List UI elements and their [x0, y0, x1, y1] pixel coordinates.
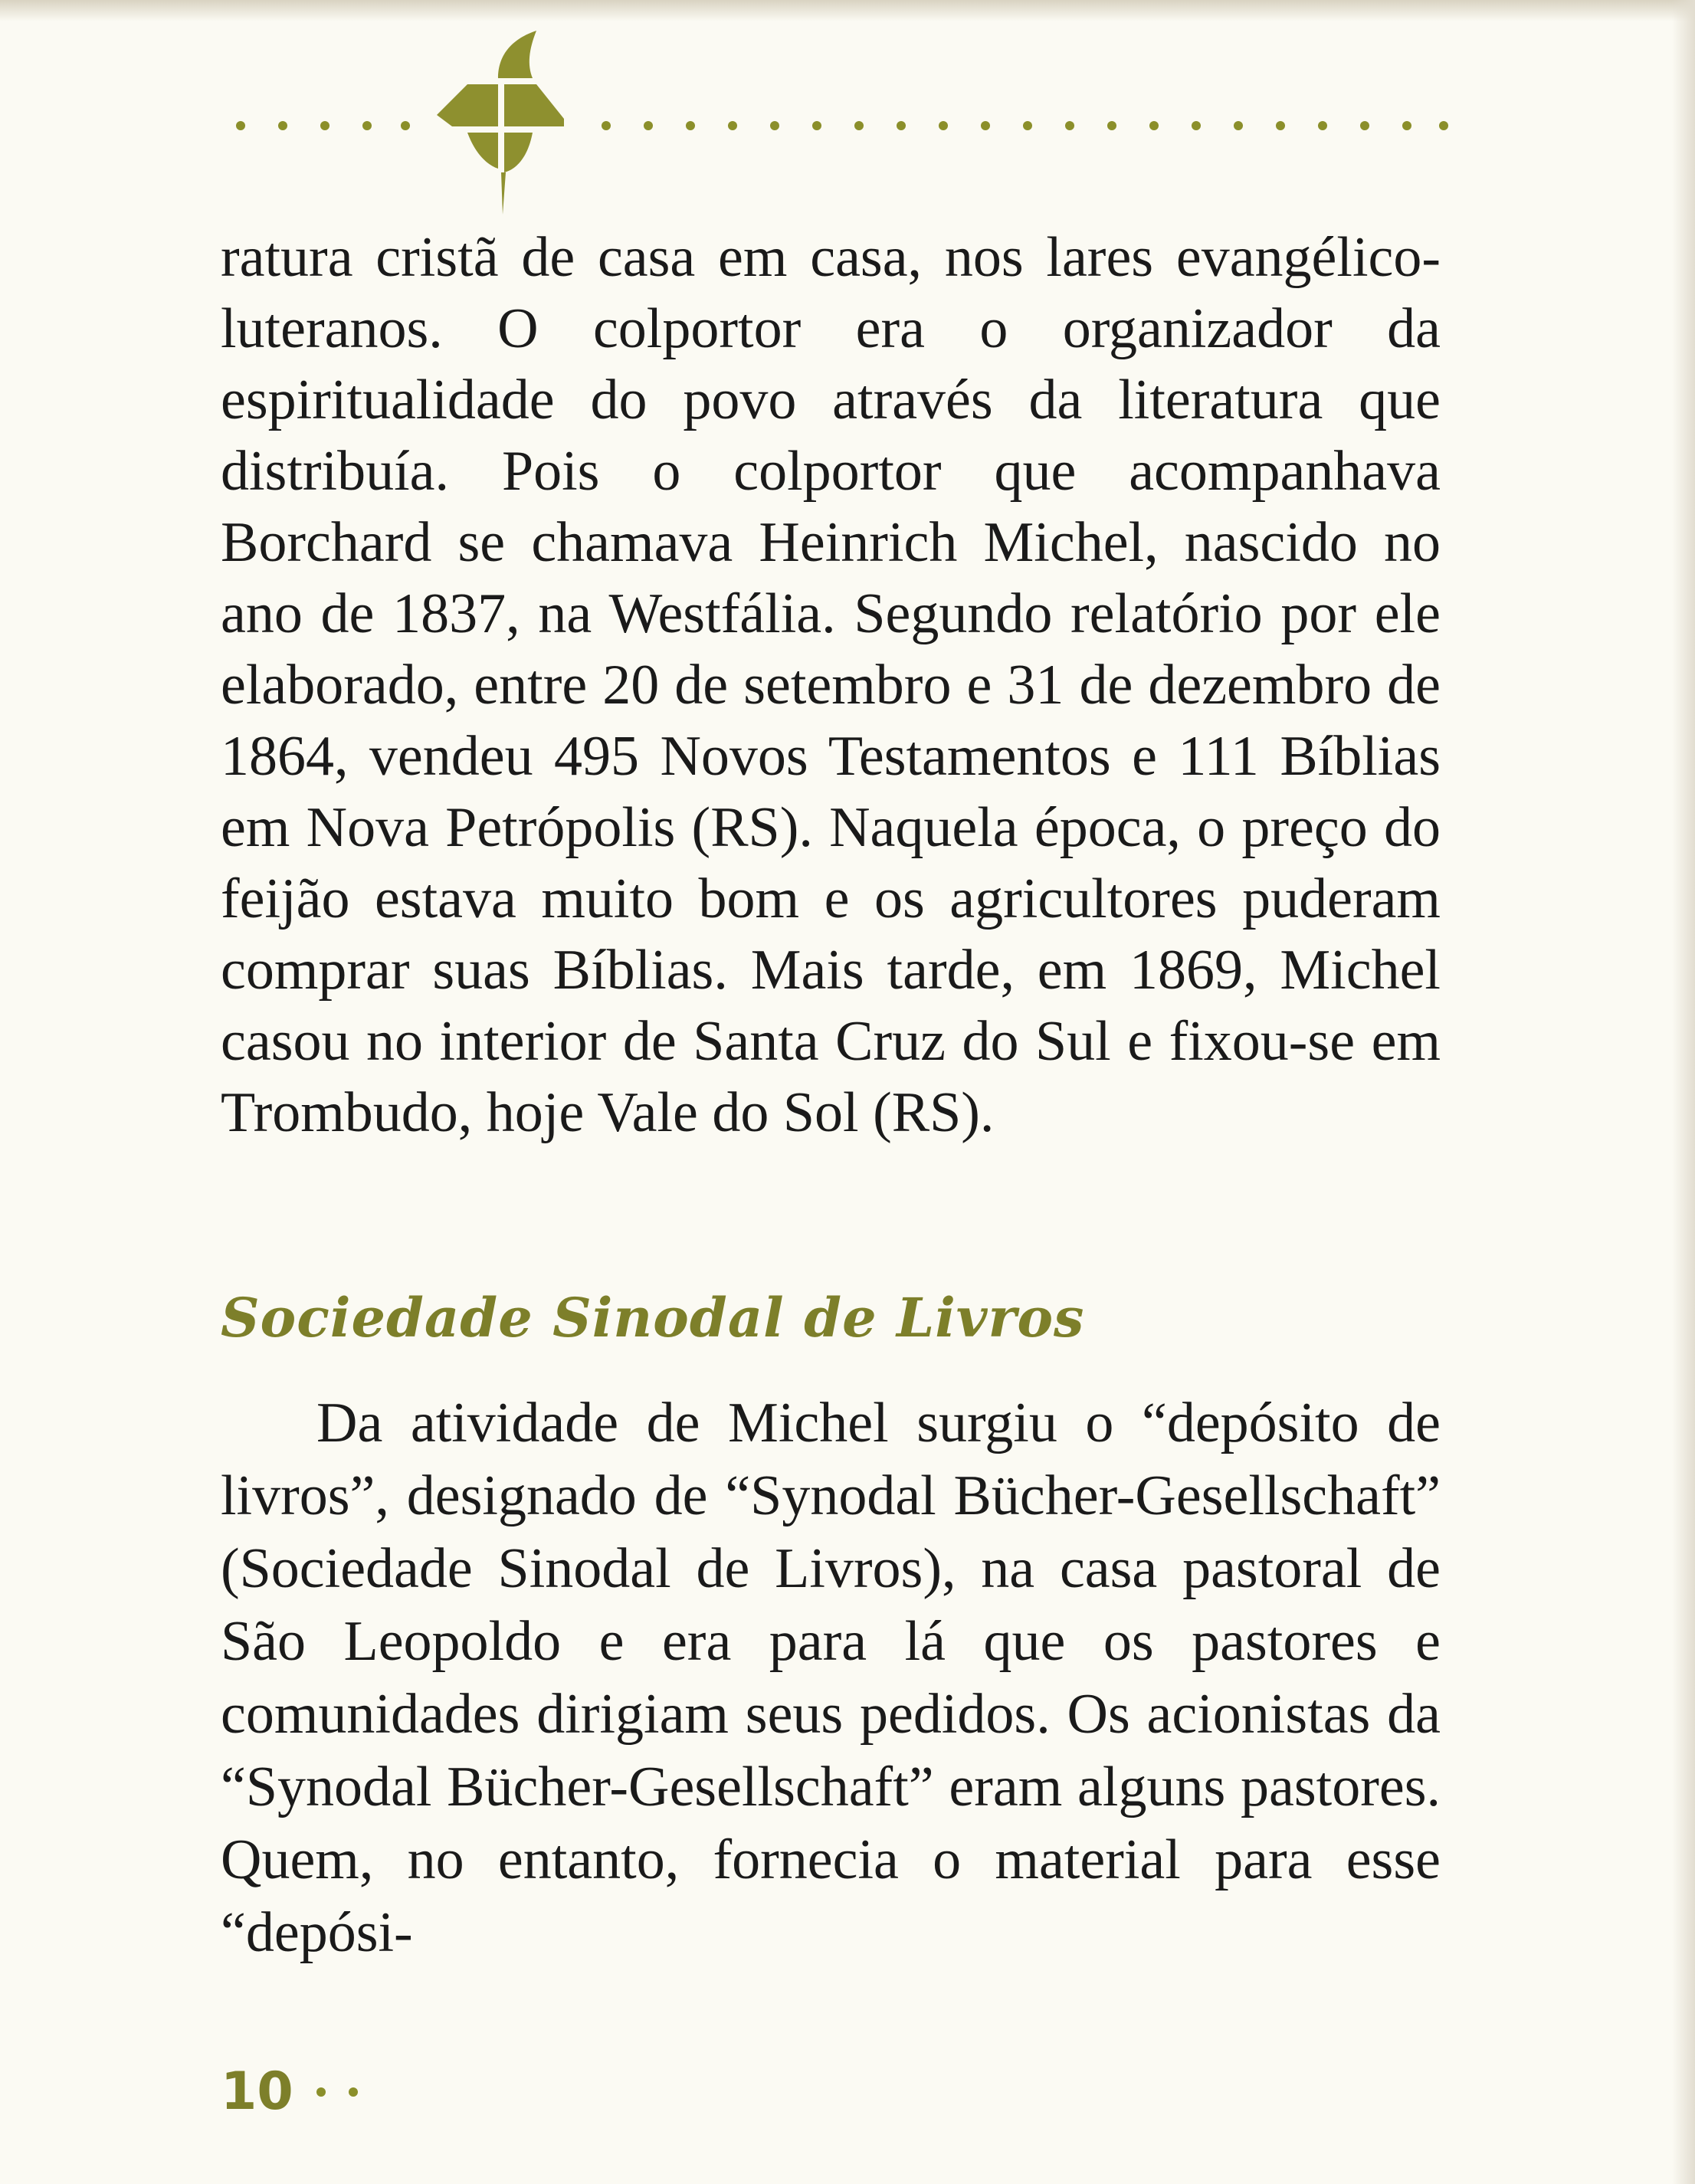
header-ornament [215, 31, 1456, 215]
ornament-dot [1149, 121, 1159, 130]
ornament-dot [278, 121, 287, 130]
page-top-shadow [0, 0, 1695, 21]
ornament-dot [1192, 121, 1201, 130]
ornament-dot [602, 121, 611, 130]
cross-leaf-logo-icon [421, 31, 598, 215]
ornament-dot [981, 121, 990, 130]
page-number: 10 [221, 2061, 293, 2122]
paragraph-section: Da atividade de Michel surgiu o “depósito de livros”, designado de “Synodal Bücher-Gesellschaft” (Sociedade Sinodal de Livros), na casa pastoral de São Leopoldo e era para lá que os pastores e comunidades dirigiam seus pedidos. Os acionistas da “Synodal Bücher-Gesellschaft” eram alguns pastores. Quem, no entanto, fornecia o material para esse “depósi- [221, 1392, 1441, 1964]
section-heading: Sociedade Sinodal de Livros [221, 1286, 1085, 1349]
ornament-dot [939, 121, 948, 130]
ornament-dot [1360, 121, 1369, 130]
ornament-dot [770, 121, 779, 130]
body-text-bottom [221, 1387, 1441, 1969]
body-text-top [221, 222, 1441, 1149]
ornament-dot [1439, 121, 1448, 130]
ornament-dot [362, 121, 372, 130]
ornament-dot [1107, 121, 1116, 130]
ornament-dot [1402, 121, 1411, 130]
ornament-dot [812, 121, 821, 130]
ornament-dot [686, 121, 695, 130]
footer-dot [316, 2087, 326, 2097]
ornament-dot [1276, 121, 1285, 130]
page-footer [221, 2061, 358, 2122]
ornament-dot [1065, 121, 1074, 130]
paragraph-continued: ratura cristã de casa em casa, nos lares evangélico-luteranos. O colportor era o organizador da espiritualidade do povo através da literatura que distribuía. Pois o colportor que acompanhava Borchard se chamava Heinrich Michel, nascido no ano de 1837, na Westfália. Segundo relatório por ele elaborado, entre 20 de setembro e 31 de dezembro de 1864, vendeu 495 Novos Testamentos e 111 Bíblias em Nova Petrópolis (RS). Naquela época, o preço do feijão estava muito bom e os agricultores puderam comprar suas Bíblias. Mais tarde, em 1869, Michel casou no interior de Santa Cruz do Sul e fixou-se em Trombudo, hoje Vale do Sol (RS). [221, 226, 1441, 1144]
ornament-dot [854, 121, 864, 130]
footer-dot [349, 2087, 358, 2097]
ornament-dot [1318, 121, 1327, 130]
ornament-dot [644, 121, 653, 130]
ornament-dot [401, 121, 410, 130]
ornament-dot [236, 121, 245, 130]
ornament-dot [1023, 121, 1032, 130]
page-right-edge [1672, 0, 1695, 2184]
ornament-dot [320, 121, 329, 130]
ornament-dot [897, 121, 906, 130]
ornament-dot [1234, 121, 1243, 130]
ornament-dot [728, 121, 737, 130]
